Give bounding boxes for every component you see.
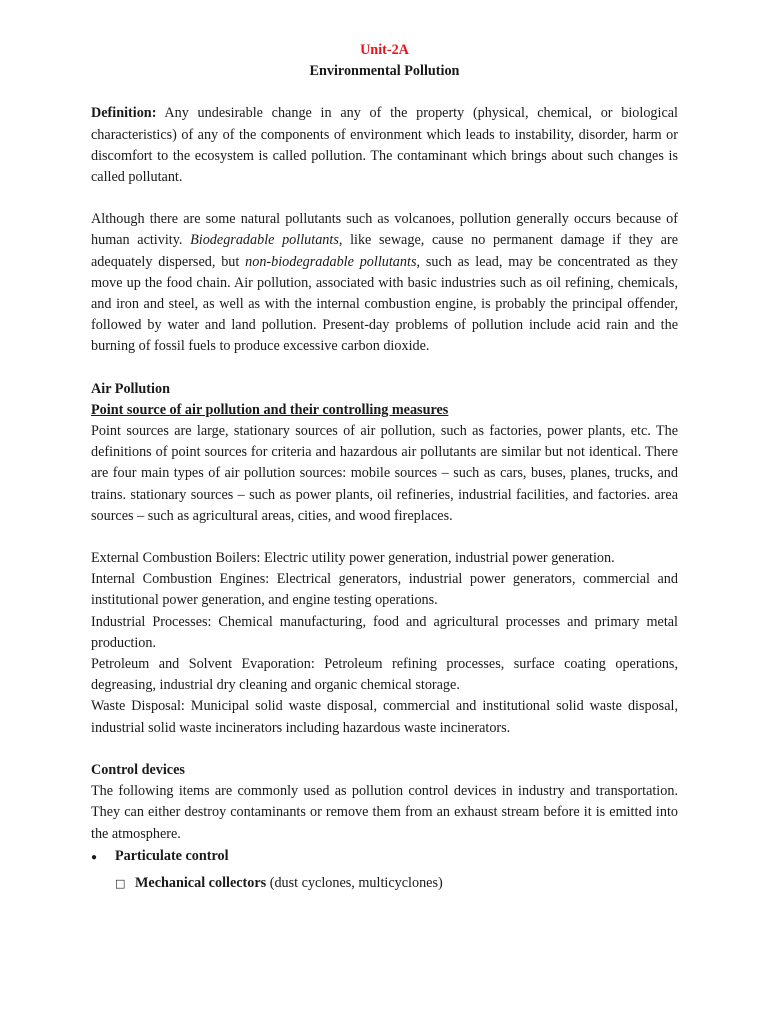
point-source-subheading: Point source of air pollution and their controlling measures [91,401,449,418]
sub-item-label: Mechanical collectors [135,874,267,891]
source-list [91,548,678,739]
list-item [91,846,678,868]
page-title: Environmental Pollution [309,63,460,80]
sub-item-detail: (dust cyclones, multicyclones) [266,874,443,891]
bullet-icon: ● [91,851,98,863]
control-devices-paragraph: The following items are commonly used as pollution control devices in industry and transportation. They can either destroy contaminants or remove them from an exhaust stream before it is emitted into the atmosphere. [91,783,678,842]
bullet-label: Particulate control [115,847,229,864]
definition-text: Any undesirable change in any of the property (physical, chemical, or biological characteristics) of any of the components of environment which leads to instability, disorder, harm or discomfort to the ecosystem is called pollution. The contaminant which brings about such changes is called pollutant. [91,105,678,186]
source-item: External Combustion Boilers: Electric utility power generation, industrial power generation. [91,550,615,567]
square-bullet-icon: □ [115,876,126,890]
sub-item-text [135,873,443,894]
sub-list-item [115,873,678,894]
intro-italic-2: non-biodegradable pollutants [245,253,417,270]
intro-text-3: , such as lead, may be concentrated as they move up the food chain. Air pollution, associated with basic industries such as oil refining, chemicals, and iron and steel, as well as with the internal combustion engine, is probably the principal offender, followed by water and land pollution. Present-day problems of pollution include acid rain and the burning of fossil fuels to produce excessive carbon dioxide. [91,253,679,355]
unit-title: Unit-2A [360,42,409,58]
source-item: Waste Disposal: Municipal solid waste disposal, commercial and institutional solid waste disposal, industrial solid waste incinerators including hazardous waste incinerators. [91,698,678,736]
definition-paragraph [91,103,678,188]
intro-italic-1: Biodegradable pollutants [190,232,339,249]
document-content [91,40,678,894]
intro-text-2: , like sewage, cause no permanent damage if they are adequately dispersed, but [91,232,678,270]
source-item: Industrial Processes: Chemical manufacturing, food and agricultural processes and primary metal production. [91,613,678,651]
source-item: Internal Combustion Engines: Electrical generators, industrial power generators, commercial and institutional power generation, and engine testing operations. [91,571,678,609]
source-item: Petroleum and Solvent Evaporation: Petroleum refining processes, surface coating operations, degreasing, industrial dry cleaning and organic chemical storage. [91,656,678,694]
intro-paragraph [91,209,678,357]
air-pollution-heading: Air Pollution [91,380,170,397]
control-devices-heading: Control devices [91,761,185,778]
intro-text-1: Although there are some natural pollutants such as volcanoes, pollution generally occurs because of human activity. [91,211,678,249]
definition-label: Definition: [91,105,157,122]
point-source-paragraph: Point sources are large, stationary sources of air pollution, such as factories, power plants, etc. The definitions of point sources for criteria and hazardous air pollutants are similar but not identical. There are four main types of air pollution sources: mobile sources – such as cars, buses, planes, trucks, and trains. stationary sources – such as power plants, oil refineries, industrial facilities, and factories. area sources – such as agricultural areas, cities, and wood fireplaces. [91,423,678,524]
